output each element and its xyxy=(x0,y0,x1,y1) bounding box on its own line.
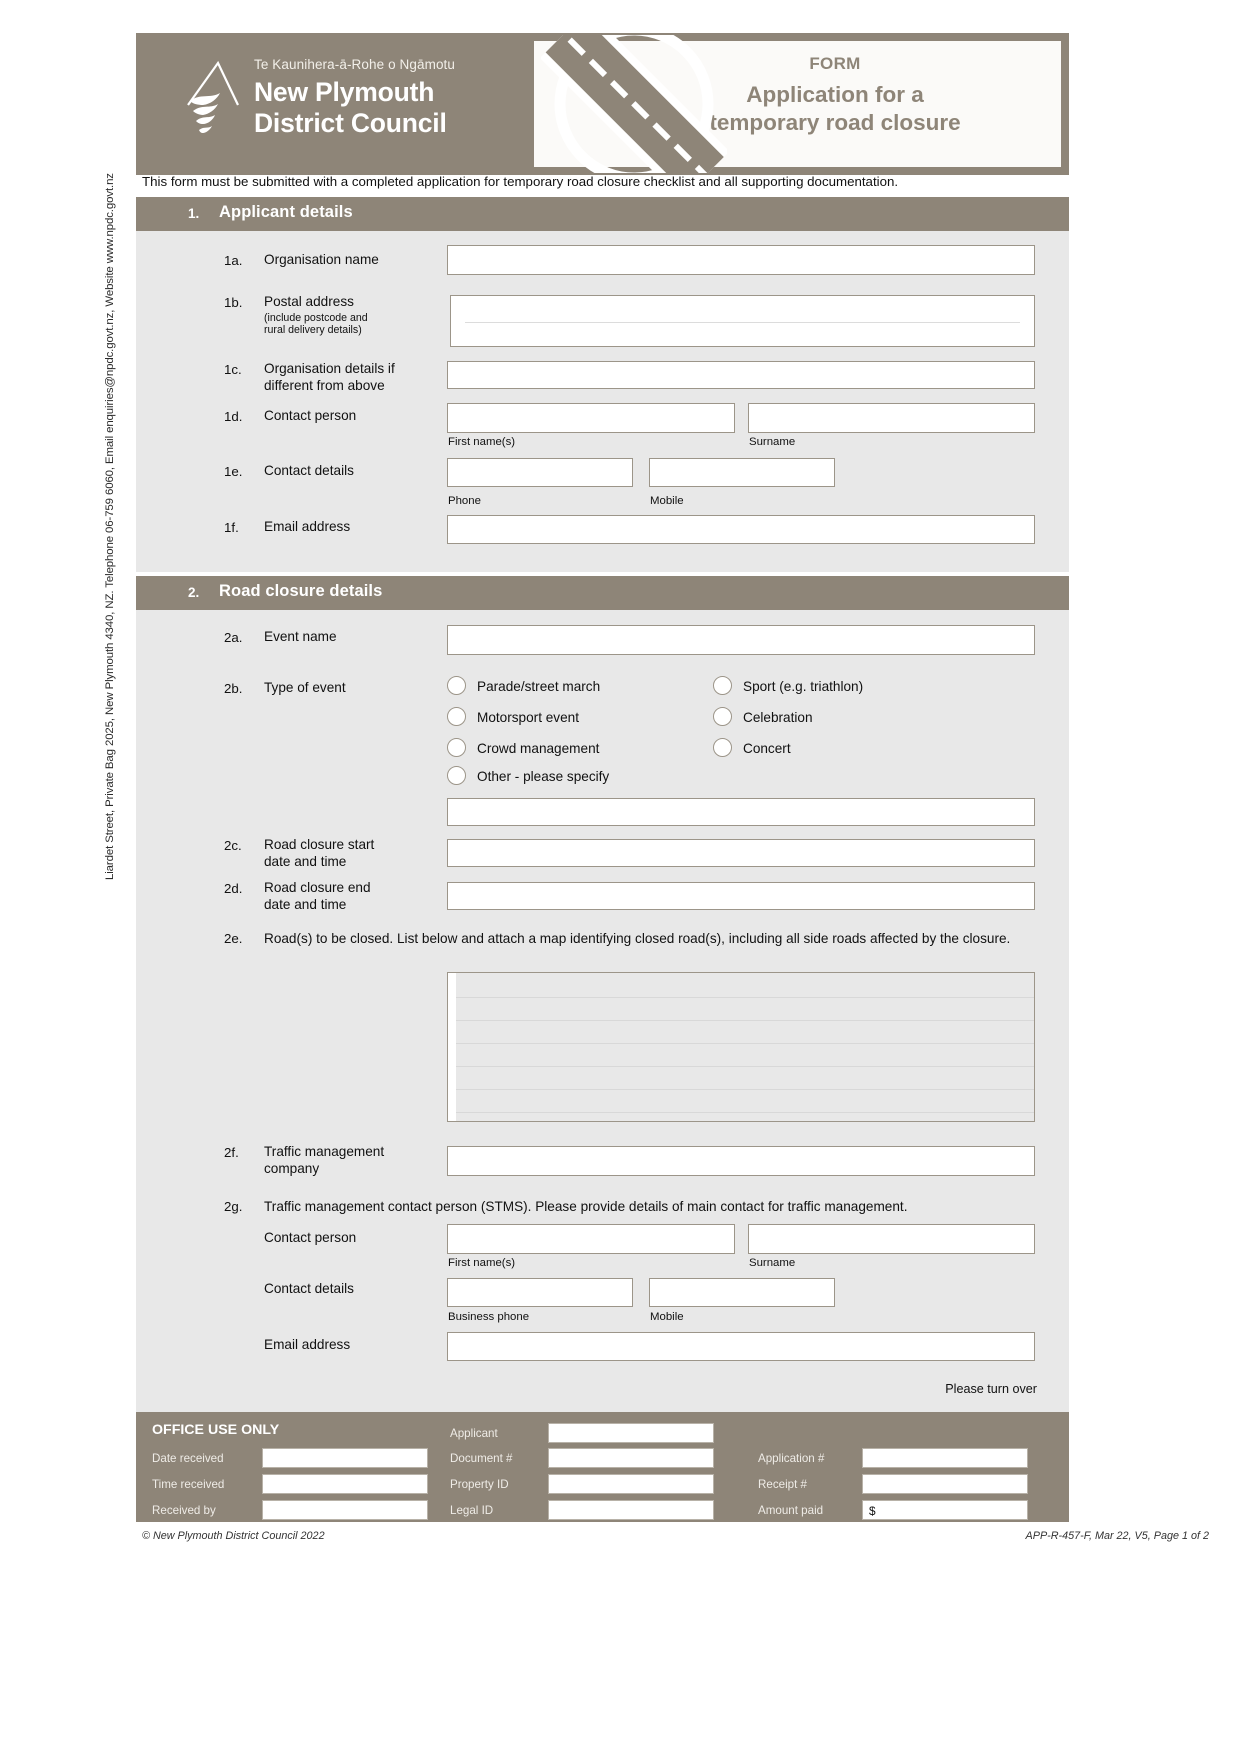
row-label-1e: Contact details xyxy=(264,463,354,478)
row-label-2a: Event name xyxy=(264,629,337,644)
office-input-property-id[interactable] xyxy=(548,1474,714,1494)
office-input-application-number[interactable] xyxy=(862,1448,1028,1468)
stms-surname-input[interactable] xyxy=(748,1224,1035,1254)
row-label-1b-sub: (include postcode and rural delivery details) xyxy=(264,311,368,337)
organisation-details-input[interactable] xyxy=(447,361,1035,389)
sublabel-stms-first-name: First name(s) xyxy=(448,1257,516,1269)
logo-maori-line: Te Kaunihera-ā-Rohe o Ngāmotu xyxy=(254,56,456,72)
section-1-body xyxy=(136,231,1069,572)
vertical-contact-strip: Liardet Street, Private Bag 2025, New Plymouth 4340, NZ. Telephone 06-759 6060, Email enquiries@npdc.govt.nz, Website www.npdc.govt.nz xyxy=(104,173,116,880)
other-event-type-input[interactable] xyxy=(447,798,1035,826)
row-label-1b xyxy=(264,294,444,337)
office-label-date-received: Date received xyxy=(152,1452,224,1465)
row-text-2g: Traffic management contact person (STMS). Please provide details of main contact for traffic management. xyxy=(264,1199,908,1214)
radio-motorsport-event[interactable] xyxy=(447,707,466,726)
row-number-1c: 1c. xyxy=(224,362,242,377)
sublabel-first-name: First name(s) xyxy=(448,436,516,448)
section-2-title: Road closure details xyxy=(219,582,383,600)
radio-celebration[interactable] xyxy=(713,707,732,726)
form-kicker: FORM xyxy=(809,54,861,73)
office-input-date-received[interactable] xyxy=(262,1448,428,1468)
form-header xyxy=(136,33,1069,175)
row-label-1b-main: Postal address xyxy=(264,294,354,309)
office-label-legal-id: Legal ID xyxy=(450,1504,494,1517)
radio-label-concert: Concert xyxy=(743,741,791,756)
row-label-2b: Type of event xyxy=(264,680,346,695)
currency-prefix: $ xyxy=(869,1504,876,1518)
stms-mobile-input[interactable] xyxy=(649,1278,835,1307)
please-turn-over: Please turn over xyxy=(945,1382,1037,1396)
copyright-footer: © New Plymouth District Council 2022 xyxy=(142,1530,325,1542)
section-2-number: 2. xyxy=(188,585,200,600)
form-title-line2: temporary road closure xyxy=(709,110,961,136)
sublabel-stms-business-phone: Business phone xyxy=(448,1311,530,1323)
stms-business-phone-input[interactable] xyxy=(447,1278,633,1307)
row-number-2a: 2a. xyxy=(224,630,243,645)
radio-parade-street-march[interactable] xyxy=(447,676,466,695)
row-label-1a: Organisation name xyxy=(264,252,379,267)
road-closure-icon xyxy=(541,35,727,173)
label-2g-email: Email address xyxy=(264,1337,351,1352)
office-label-property-id: Property ID xyxy=(450,1478,509,1491)
label-2g-contact-details: Contact details xyxy=(264,1281,354,1296)
document-reference-footer: APP-R-457-F, Mar 22, V5, Page 1 of 2 xyxy=(1025,1530,1209,1542)
organisation-name-input[interactable] xyxy=(447,245,1035,275)
section-1-title: Applicant details xyxy=(219,203,353,221)
radio-other[interactable] xyxy=(447,766,466,785)
office-label-document-number: Document # xyxy=(450,1452,513,1465)
sublabel-surname: Surname xyxy=(749,436,796,448)
row-label-1d: Contact person xyxy=(264,408,357,423)
row-text-2e-line1: Road(s) to be closed. List below and attach a map identifying closed road(s), including all side roads xyxy=(264,931,867,946)
traffic-management-company-input[interactable] xyxy=(447,1146,1035,1176)
row-number-2e: 2e. xyxy=(224,931,243,946)
office-label-application-number: Application # xyxy=(758,1452,825,1465)
office-use-title: OFFICE USE ONLY xyxy=(152,1422,280,1438)
radio-label-crowd-management: Crowd management xyxy=(477,741,600,756)
row-number-2c: 2c. xyxy=(224,838,242,853)
row-number-1d: 1d. xyxy=(224,409,243,424)
sublabel-stms-mobile: Mobile xyxy=(650,1311,684,1323)
sublabel-mobile: Mobile xyxy=(650,495,684,507)
event-name-input[interactable] xyxy=(447,625,1035,655)
row-number-2d: 2d. xyxy=(224,881,243,896)
sublabel-stms-surname: Surname xyxy=(749,1257,796,1269)
council-logo-text xyxy=(254,58,455,139)
email-address-input[interactable] xyxy=(447,515,1035,544)
council-logo xyxy=(184,55,455,141)
contact-phone-input[interactable] xyxy=(447,458,633,487)
closure-end-input[interactable] xyxy=(447,882,1035,910)
row-number-2b: 2b. xyxy=(224,681,243,696)
radio-label-motorsport-event: Motorsport event xyxy=(477,710,579,725)
section-2-body xyxy=(136,610,1069,1412)
postal-address-input[interactable] xyxy=(450,295,1035,347)
row-label-2c: Road closure start date and time xyxy=(264,837,375,869)
row-text-2e-line2: affected by the closure. xyxy=(870,931,1011,946)
radio-concert[interactable] xyxy=(713,738,732,757)
office-input-legal-id[interactable] xyxy=(548,1500,714,1520)
office-label-time-received: Time received xyxy=(152,1478,225,1491)
row-number-1a: 1a. xyxy=(224,253,243,268)
contact-first-name-input[interactable] xyxy=(447,403,735,433)
office-label-amount-paid: Amount paid xyxy=(758,1504,824,1517)
office-input-time-received[interactable] xyxy=(262,1474,428,1494)
row-text-2e xyxy=(264,930,1039,947)
row-label-2f: Traffic management company xyxy=(264,1144,385,1176)
contact-surname-input[interactable] xyxy=(748,403,1035,433)
sublabel-phone: Phone xyxy=(448,495,481,507)
submission-note: This form must be submitted with a completed application for temporary road closure checklist and all supporting documentation. xyxy=(142,174,899,189)
office-input-document-number[interactable] xyxy=(548,1448,714,1468)
form-title-line1: Application for a xyxy=(746,82,924,107)
row-number-1b: 1b. xyxy=(224,295,243,310)
radio-crowd-management[interactable] xyxy=(447,738,466,757)
office-label-receipt-number: Receipt # xyxy=(758,1478,807,1491)
row-number-1e: 1e. xyxy=(224,464,243,479)
roads-to-be-closed-textarea[interactable] xyxy=(447,972,1035,1122)
office-label-received-by: Received by xyxy=(152,1504,216,1517)
section-1-number: 1. xyxy=(188,206,200,221)
row-number-2f: 2f. xyxy=(224,1145,239,1160)
row-label-2d: Road closure end date and time xyxy=(264,880,371,912)
office-input-receipt-number[interactable] xyxy=(862,1474,1028,1494)
stms-email-input[interactable] xyxy=(447,1332,1035,1361)
section-1-header xyxy=(136,197,1069,231)
office-input-received-by[interactable] xyxy=(262,1500,428,1520)
office-use-only-block xyxy=(136,1412,1069,1522)
stms-first-name-input[interactable] xyxy=(447,1224,735,1254)
logo-name-line2: District Council xyxy=(254,107,447,138)
row-number-1f: 1f. xyxy=(224,520,239,535)
row-number-2g: 2g. xyxy=(224,1199,243,1214)
contact-mobile-input[interactable] xyxy=(649,458,835,487)
section-2-header xyxy=(136,576,1069,610)
office-input-amount-paid[interactable] xyxy=(862,1500,1028,1520)
office-input-applicant[interactable] xyxy=(548,1423,714,1443)
radio-sport[interactable] xyxy=(713,676,732,695)
label-2g-contact-person: Contact person xyxy=(264,1230,357,1245)
radio-label-other: Other - please specify xyxy=(477,769,610,784)
office-label-applicant: Applicant xyxy=(450,1427,498,1440)
row-label-1f: Email address xyxy=(264,519,351,534)
row-label-1c: Organisation details if different from above xyxy=(264,361,395,393)
logo-name-line1: New Plymouth xyxy=(254,77,435,108)
radio-label-sport: Sport (e.g. triathlon) xyxy=(743,679,864,694)
npdc-flag-logo-icon xyxy=(184,55,242,141)
postal-address-rule xyxy=(465,322,1020,323)
radio-label-parade-street-march: Parade/street march xyxy=(477,679,601,694)
closure-start-input[interactable] xyxy=(447,839,1035,867)
radio-label-celebration: Celebration xyxy=(743,710,813,725)
